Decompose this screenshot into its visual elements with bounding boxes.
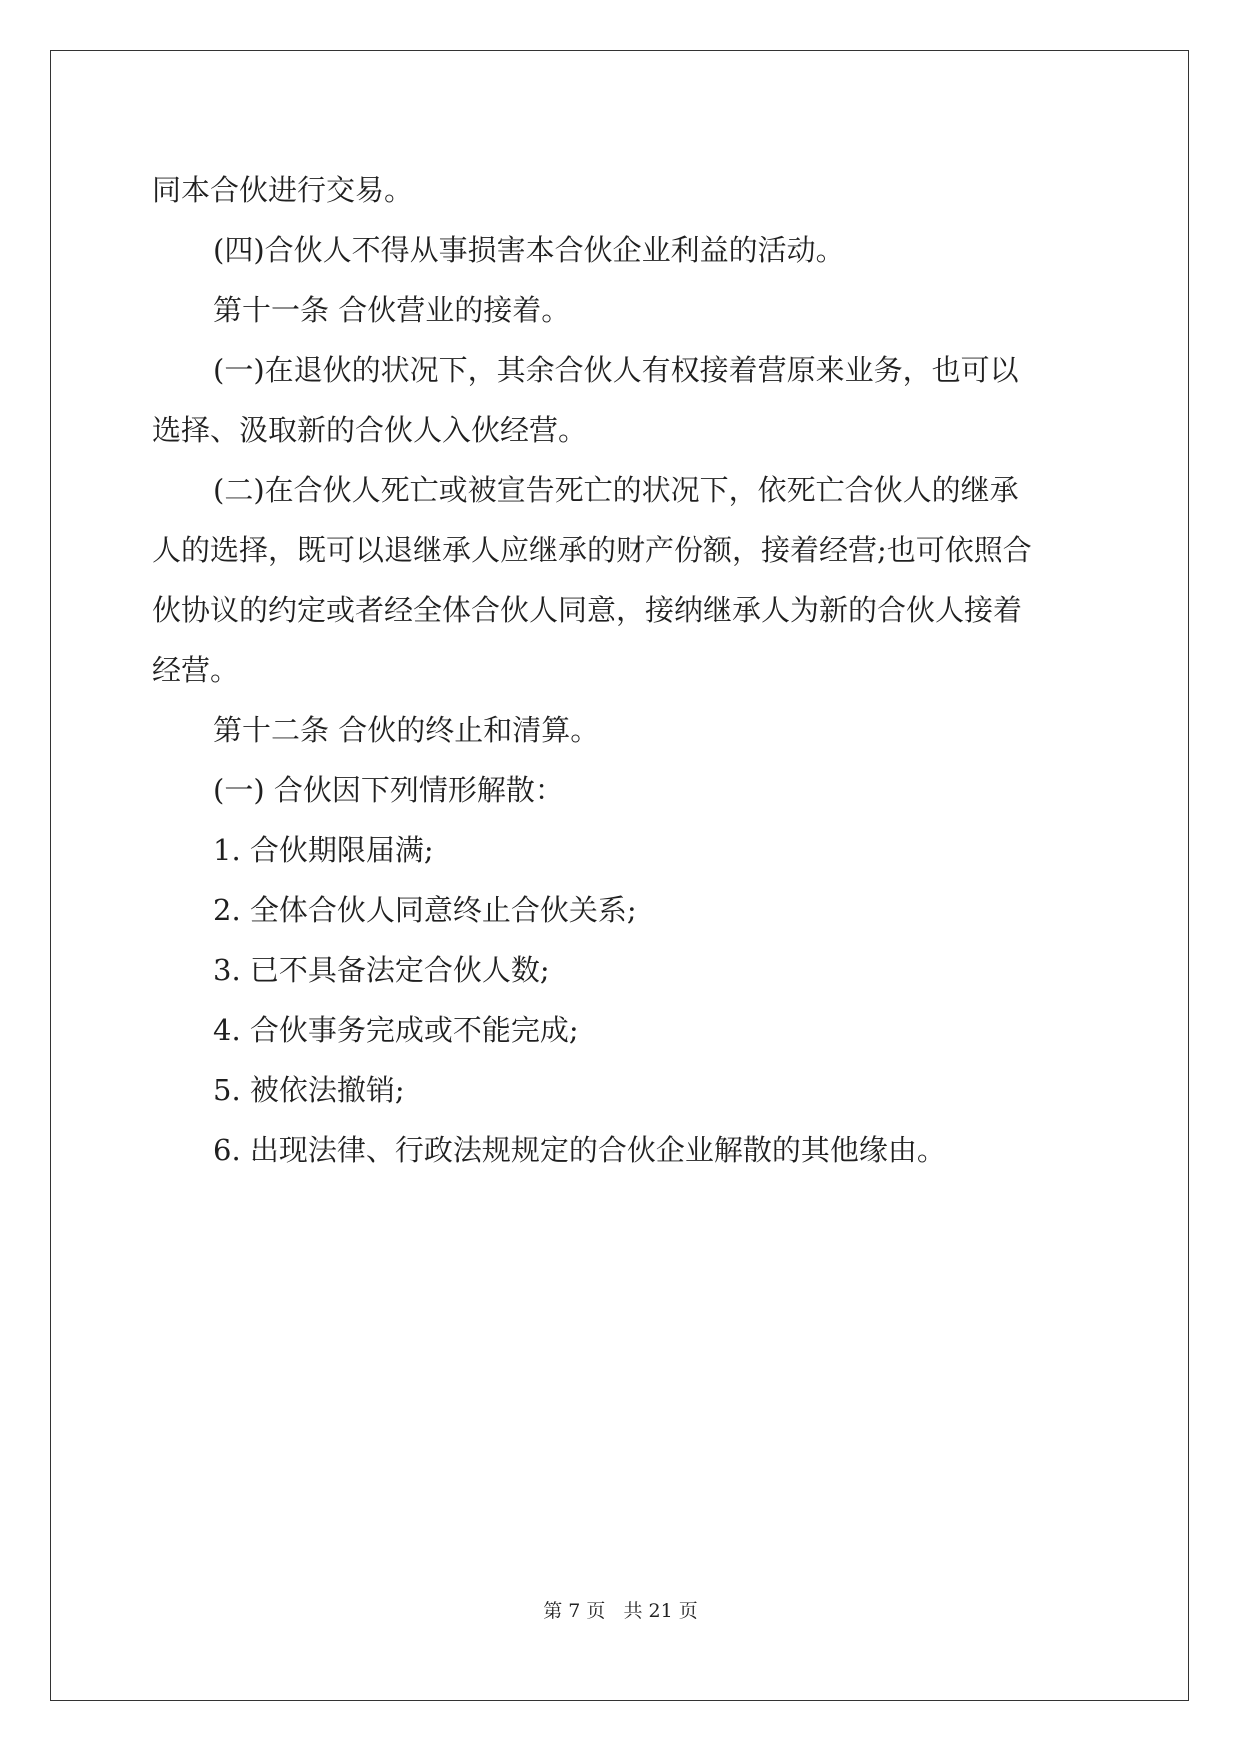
text-line-4: (一)在退伙的状况下，其余合伙人有权接着营原来业务，也可以 <box>213 353 1019 387</box>
text-line-7: 人的选择，既可以退继承人应继承的财产份额，接着经营;也可依照合 <box>152 533 1032 567</box>
list-item-6: 6. 出现法律、行政法规规定的合伙企业解散的其他缘由。 <box>213 1133 946 1167</box>
list-item-4: 4. 合伙事务完成或不能完成; <box>213 1013 579 1047</box>
text-line-1: 同本合伙进行交易。 <box>152 173 414 207</box>
text-line-5: 选择、汲取新的合伙人入伙经营。 <box>152 413 588 447</box>
list-item-5: 5. 被依法撤销; <box>213 1073 405 1107</box>
text-line-2: (四)合伙人不得从事损害本合伙企业利益的活动。 <box>213 233 845 267</box>
text-line-6: (二)在合伙人死亡或被宣告死亡的状况下，依死亡合伙人的继承 <box>213 473 1019 507</box>
text-line-9: 经营。 <box>152 653 240 687</box>
list-item-2: 2. 全体合伙人同意终止合伙关系; <box>213 893 637 927</box>
text-line-11: (一) 合伙因下列情形解散： <box>213 773 564 807</box>
page-number-footer: 第 7 页 共 21 页 <box>543 1600 698 1622</box>
text-line-8: 伙协议的约定或者经全体合伙人同意，接纳继承人为新的合伙人接着 <box>152 593 1023 627</box>
article-11-heading: 第十一条 合伙营业的接着。 <box>213 293 571 327</box>
article-12-heading: 第十二条 合伙的终止和清算。 <box>213 713 600 747</box>
list-item-3: 3. 已不具备法定合伙人数; <box>213 953 550 987</box>
list-item-1: 1. 合伙期限届满; <box>213 833 434 867</box>
